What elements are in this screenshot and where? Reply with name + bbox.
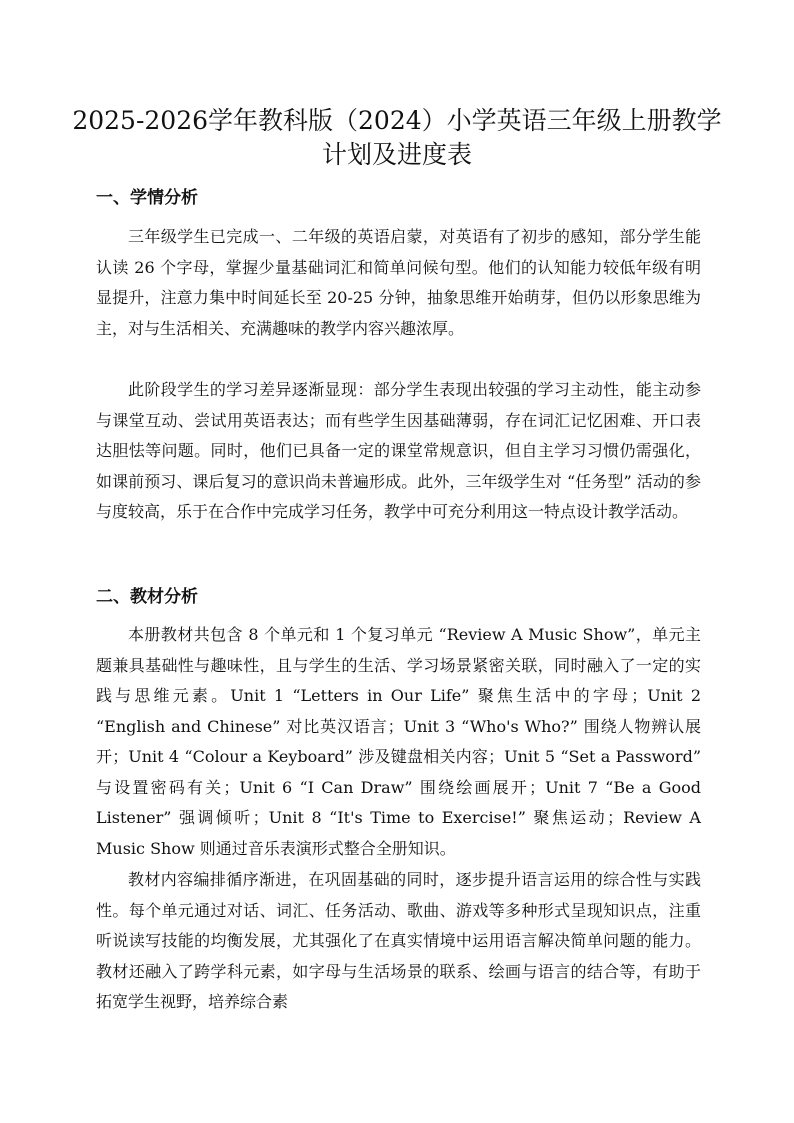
section-heading-learner-analysis: 一、学情分析 — [96, 188, 198, 208]
paragraph: 教材内容编排循序渐进，在巩固基础的同时，逐步提升语言运用的综合性与实践性。每个单元通过对话、词汇、任务活动、歌曲、游戏等多种形式呈现知识点，注重听说读写技能的均衡发展，尤其强化了在真实情境中运用语言解决简单问题的能力。教材还融入了跨学科元素，如字母与生活场景的联系、绘画与语言的结合等，有助于拓宽学生视野，培养综合素 — [96, 870, 701, 1011]
paragraph: 此阶段学生的学习差异逐渐显现：部分学生表现出较强的学习主动性，能主动参与课堂互动、尝试用英语表达；而有些学生因基础薄弱，存在词汇记忆困难、开口表达胆怯等问题。同时，他们已具备一定的课堂常规意识，但自主学习习惯仍需强化，如课前预习、课后复习的意识尚未普遍形成。此外，三年级学生对 “任务型” 活动的参与度较高，乐于在合作中完成学习任务，教学中可充分利用这一特点设计教学活动。 — [96, 380, 701, 521]
paragraph: 三年级学生已完成一、二年级的英语启蒙，对英语有了初步的感知，部分学生能认读 26 个字母，掌握少量基础词汇和简单问候句型。他们的认知能力较低年级有明显提升，注意力集中时间延长至 20-25 分钟，抽象思维开始萌芽，但仍以形象思维为主，对与生活相关、充满趣味的教学内容兴趣浓厚。 — [96, 227, 701, 338]
paragraph: 本册教材共包含 8 个单元和 1 个复习单元 “Review A Music Show”，单元主题兼具基础性与趣味性，且与学生的生活、学习场景紧密关联，同时融入了一定的实践与思维元素。Unit 1 “Letters in Our Life” 聚焦生活中的字母；Unit 2 “English and Chinese” 对比英汉语言；Unit 3 “Who's Who?” 围绕人物辨认展开；Unit 4 “Colour a Keyboard” 涉及键盘相关内容；Unit 5 “Set a Password” 与设置密码有关；Unit 6 “I Can Draw” 围绕绘画展开；Unit 7 “Be a Good Listener” 强调倾听；Unit 8 “It's Time to Exercise!” 聚焦运动；Review A Music Show 则通过音乐表演形式整合全册知识。 — [96, 625, 701, 858]
section-heading-textbook-analysis: 二、教材分析 — [96, 587, 198, 607]
document-title: 2025-2026学年教科版（2024）小学英语三年级上册教学计划及进度表 — [72, 106, 722, 169]
